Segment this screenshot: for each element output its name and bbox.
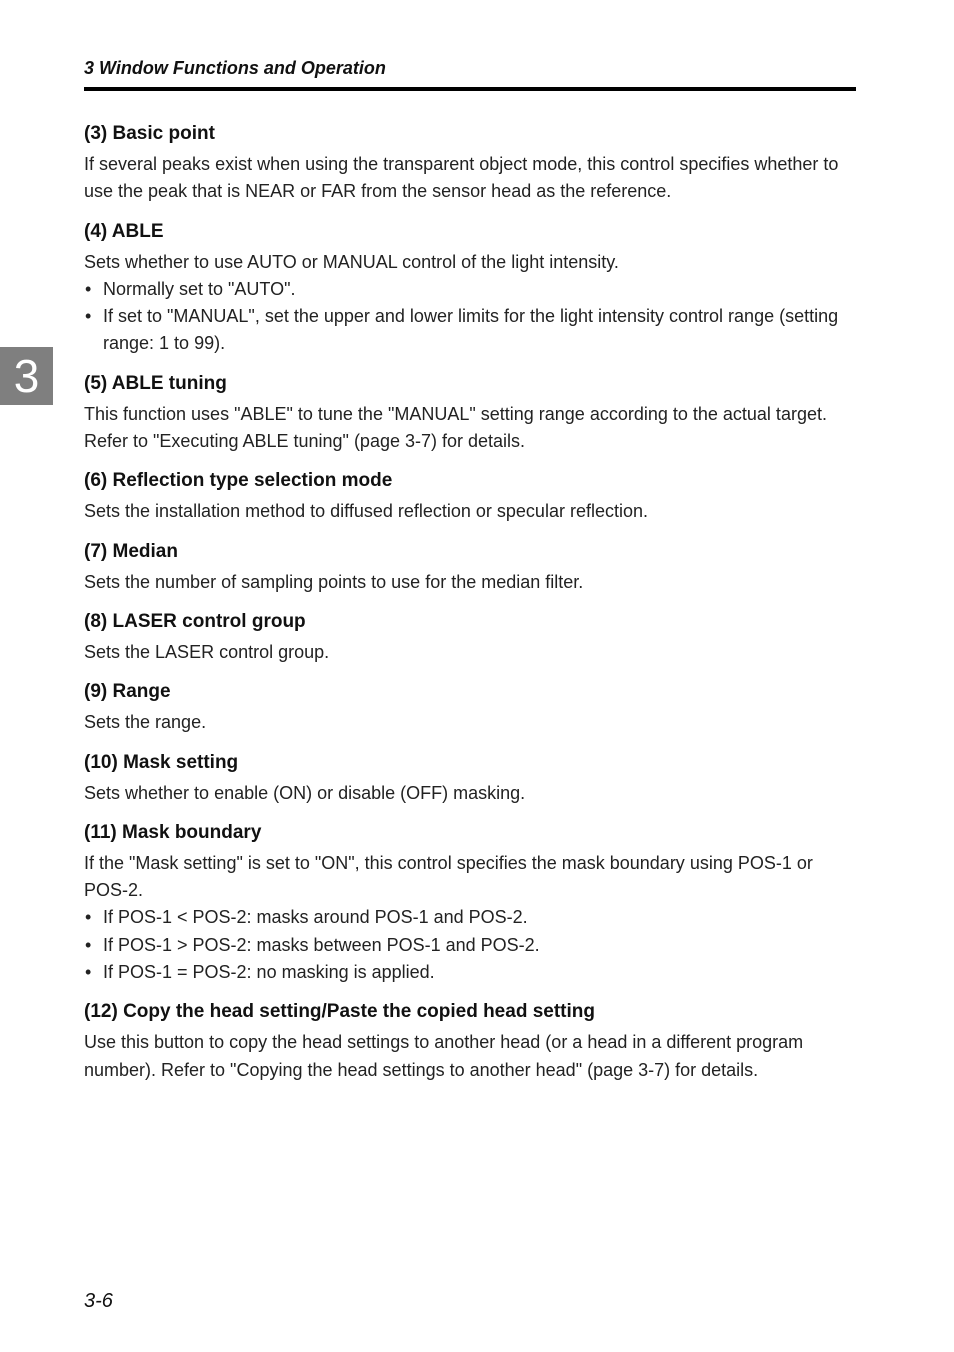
section-able <box>84 218 856 358</box>
section-mask-setting <box>84 749 856 807</box>
section-paragraph: This function uses "ABLE" to tune the "MANUAL" setting range according to the actual target. Refer to "Executing ABLE tuning" (page 3-7) for details. <box>84 403 827 452</box>
section-heading: (5) ABLE tuning <box>84 372 227 394</box>
section-heading: (9) Range <box>84 681 171 703</box>
section-basic-point <box>84 120 856 206</box>
section-paragraph: If several peaks exist when using the transparent object mode, this control specifies whether to use the peak that is NEAR or FAR from the sensor head as the reference. <box>84 154 839 202</box>
bullet-list <box>84 904 856 986</box>
section-heading: (12) Copy the head setting/Paste the copied head setting <box>84 1001 595 1023</box>
section-mask-boundary <box>84 819 856 986</box>
section-heading: (7) Median <box>84 540 178 562</box>
section-copy-head-setting <box>84 998 856 1084</box>
content <box>84 120 856 1096</box>
section-paragraph: Sets whether to enable (ON) or disable (OFF) masking. <box>84 782 526 803</box>
section-median <box>84 538 856 596</box>
bullet-item: • If set to "MANUAL", set the upper and lower limits for the light intensity control range (setting range: 1 to 99). <box>84 303 856 358</box>
section-heading: (11) Mask boundary <box>84 821 262 843</box>
section-paragraph: Sets whether to use AUTO or MANUAL control of the light intensity. <box>84 251 619 272</box>
bullet-item: • If POS-1 = POS-2: no masking is applied. <box>84 959 856 986</box>
running-header: 3 Window Functions and Operation <box>84 58 386 78</box>
section-able-tuning <box>84 370 856 456</box>
chapter-tab: 3 <box>0 347 53 405</box>
section-heading: (10) Mask setting <box>84 751 239 773</box>
section-paragraph: Sets the LASER control group. <box>84 641 330 662</box>
bullet-item: • Normally set to "AUTO". <box>84 276 856 303</box>
page-number: 3-6 <box>84 1290 113 1312</box>
section-paragraph: Sets the range. <box>84 712 207 733</box>
bullet-item: • If POS-1 > POS-2: masks between POS-1 and POS-2. <box>84 932 856 959</box>
section-heading: (4) ABLE <box>84 220 164 242</box>
section-paragraph: Use this button to copy the head settings to another head (or a head in a different program number). Refer to "Copying the head settings to another head" (page 3-7) for details. <box>84 1032 804 1080</box>
section-paragraph: If the "Mask setting" is set to "ON", this control specifies the mask boundary using POS-1 or POS-2. <box>84 852 813 901</box>
bullet-list <box>84 276 856 358</box>
section-paragraph: Sets the number of sampling points to use for the median filter. <box>84 571 584 592</box>
section-laser-control-group <box>84 608 856 666</box>
section-heading: (3) Basic point <box>84 123 215 144</box>
header-rule <box>84 87 856 91</box>
section-paragraph: Sets the installation method to diffused reflection or specular reflection. <box>84 501 648 522</box>
section-range <box>84 678 856 736</box>
bullet-item: • If POS-1 < POS-2: masks around POS-1 and POS-2. <box>84 904 856 931</box>
section-heading: (8) LASER control group <box>84 610 306 632</box>
section-heading: (6) Reflection type selection mode <box>84 470 393 492</box>
section-reflection-type <box>84 467 856 525</box>
